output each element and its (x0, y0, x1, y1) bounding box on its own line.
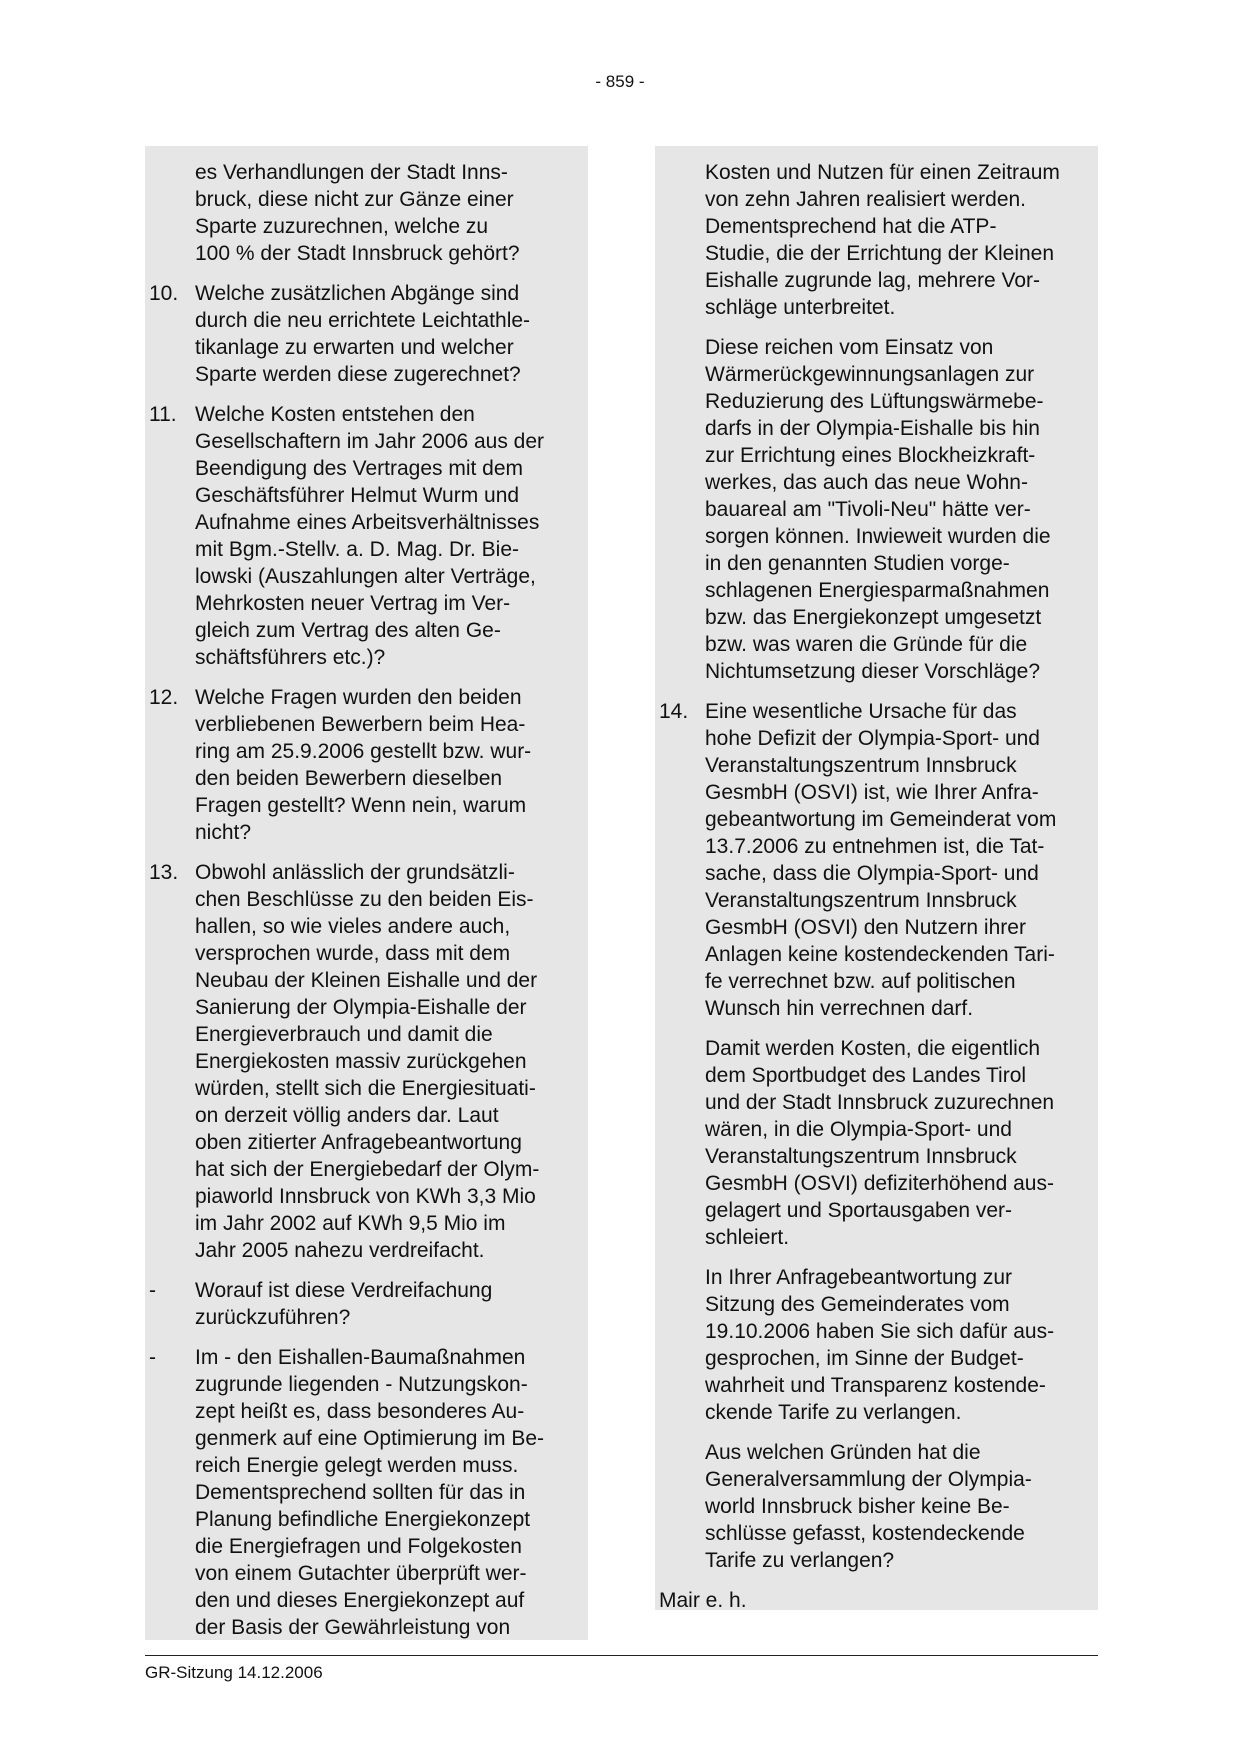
text-line: würden, stellt sich die Energiesituati- (195, 1077, 536, 1100)
text-line: schleiert. (705, 1226, 790, 1249)
text-line: Generalversammlung der Olympia- (705, 1468, 1032, 1491)
text-line: Welche zusätzlichen Abgänge sind (195, 282, 520, 305)
list-number: 10. (149, 282, 179, 305)
text-line: verbliebenen Bewerbern beim Hea- (195, 713, 526, 736)
text-line: von zehn Jahren realisiert werden. (705, 188, 1027, 211)
right-column (655, 146, 1098, 1610)
text-line: Geschäftsführer Helmut Wurm und (195, 484, 520, 507)
text-line: In Ihrer Anfragebeantwortung zur (705, 1266, 1013, 1289)
question-paragraph (655, 1035, 1098, 1251)
dash-bullet: - (149, 1279, 156, 1302)
text-line: Dementsprechend sollten für das in (195, 1481, 526, 1504)
text-line: Dementsprechend hat die ATP- (705, 215, 997, 238)
text-line: Energieverbrauch und damit die (195, 1023, 493, 1046)
footer-divider (145, 1655, 1098, 1656)
question-paragraph (655, 1264, 1098, 1426)
text-line: es Verhandlungen der Stadt Inns- (195, 161, 508, 184)
question-paragraph (655, 334, 1098, 685)
text-line: 19.10.2006 haben Sie sich dafür aus- (705, 1320, 1055, 1343)
text-line: hat sich der Energiebedarf der Olym- (195, 1158, 540, 1181)
text-line: darfs in der Olympia-Eishalle bis hin (705, 417, 1040, 440)
sub-question (145, 1277, 588, 1331)
text-line: reich Energie gelegt werden muss. (195, 1454, 519, 1477)
text-line: Aufnahme eines Arbeitsverhältnisses (195, 511, 540, 534)
question-10 (145, 280, 588, 388)
list-number: 12. (149, 686, 179, 709)
text-line: bauareal am "Tivoli-Neu" hätte ver- (705, 498, 1031, 521)
text-line: den beiden Bewerbern dieselben (195, 767, 503, 790)
question-paragraph (145, 159, 588, 267)
text-line: Wärmerückgewinnungsanlagen zur (705, 363, 1035, 386)
list-number: 14. (659, 700, 689, 723)
text-line: versprochen wurde, dass mit dem (195, 942, 511, 965)
question-14 (655, 698, 1098, 1022)
text-line: Tarife zu verlangen? (705, 1549, 895, 1572)
text-line: Veranstaltungszentrum Innsbruck (705, 1145, 1017, 1168)
text-line: Anlagen keine kostendeckenden Tari- (705, 943, 1055, 966)
text-line: nicht? (195, 821, 252, 844)
question-13 (145, 859, 588, 1264)
text-line: schlagenen Energiesparmaßnahmen (705, 579, 1050, 602)
text-line: mit Bgm.-Stellv. a. D. Mag. Dr. Bie- (195, 538, 520, 561)
text-line: Gesellschaftern im Jahr 2006 aus der (195, 430, 545, 453)
text-line: Damit werden Kosten, die eigentlich (705, 1037, 1041, 1060)
text-line: bruck, diese nicht zur Gänze einer (195, 188, 514, 211)
text-line: wahrheit und Transparenz kostende- (705, 1374, 1046, 1397)
text-line: ckende Tarife zu verlangen. (705, 1401, 962, 1424)
question-paragraph (655, 159, 1098, 321)
text-line: gesprochen, im Sinne der Budget- (705, 1347, 1024, 1370)
text-line: zurückzuführen? (195, 1306, 351, 1329)
text-line: GesmbH (OSVI) defiziterhöhend aus- (705, 1172, 1054, 1195)
text-line: on derzeit völlig anders dar. Laut (195, 1104, 499, 1127)
text-line: Veranstaltungszentrum Innsbruck (705, 754, 1017, 777)
text-line: hallen, so wie vieles andere auch, (195, 915, 511, 938)
text-line: tikanlage zu erwarten und welcher (195, 336, 514, 359)
left-column (145, 146, 588, 1640)
text-line: Nichtumsetzung dieser Vorschläge? (705, 660, 1041, 683)
text-line: sorgen können. Inwieweit wurden die (705, 525, 1051, 548)
text-line: bzw. was waren die Gründe für die (705, 633, 1028, 656)
text-line: Studie, die der Errichtung der Kleinen (705, 242, 1055, 265)
text-line: Wunsch hin verrechnen darf. (705, 997, 974, 1020)
dash-bullet: - (149, 1346, 156, 1369)
text-line: schläge unterbreitet. (705, 296, 896, 319)
text-line: im Jahr 2002 auf KWh 9,5 Mio im (195, 1212, 506, 1235)
text-line: Worauf ist diese Verdreifachung (195, 1279, 493, 1302)
page-number: - 859 - (595, 72, 645, 91)
text-line: zugrunde liegenden - Nutzungskon- (195, 1373, 528, 1396)
text-line: Im - den Eishallen-Baumaßnahmen (195, 1346, 526, 1369)
text-line: piaworld Innsbruck von KWh 3,3 Mio (195, 1185, 536, 1208)
text-line: world Innsbruck bisher keine Be- (705, 1495, 1010, 1518)
text-line: 13.7.2006 zu entnehmen ist, die Tat- (705, 835, 1045, 858)
text-line: Welche Fragen wurden den beiden (195, 686, 522, 709)
text-line: gelagert und Sportausgaben ver- (705, 1199, 1013, 1222)
text-line: GesmbH (OSVI) den Nutzern ihrer (705, 916, 1026, 939)
text-line: die Energiefragen und Folgekosten (195, 1535, 522, 1558)
text-line: ring am 25.9.2006 gestellt bzw. wur- (195, 740, 532, 763)
list-number: 11. (149, 403, 177, 426)
text-line: Welche Kosten entstehen den (195, 403, 475, 426)
text-line: schäftsführers etc.)? (195, 646, 386, 669)
text-line: in den genannten Studien vorge- (705, 552, 1010, 575)
text-line: Planung befindliche Energiekonzept (195, 1508, 531, 1531)
text-line: Obwohl anlässlich der grundsätzli- (195, 861, 515, 884)
sub-question (145, 1344, 588, 1641)
text-line: Eishalle zugrunde lag, mehrere Vor- (705, 269, 1041, 292)
text-line: genmerk auf eine Optimierung im Be- (195, 1427, 544, 1450)
text-line: gleich zum Vertrag des alten Ge- (195, 619, 501, 642)
text-line: dem Sportbudget des Landes Tirol (705, 1064, 1027, 1087)
text-line: von einem Gutachter überprüft wer- (195, 1562, 527, 1585)
question-11 (145, 401, 588, 671)
text-line: sache, dass die Olympia-Sport- und (705, 862, 1039, 885)
text-line: und der Stadt Innsbruck zuzurechnen (705, 1091, 1055, 1114)
footer-session-label: GR-Sitzung 14.12.2006 (145, 1663, 323, 1682)
text-line: Sparte werden diese zugerechnet? (195, 363, 521, 386)
text-line: Reduzierung des Lüftungswärmebe- (705, 390, 1044, 413)
text-line: durch die neu errichtete Leichtathle- (195, 309, 531, 332)
text-line: chen Beschlüsse zu den beiden Eis- (195, 888, 534, 911)
text-line: bzw. das Energiekonzept umgesetzt (705, 606, 1042, 629)
text-line: GesmbH (OSVI) ist, wie Ihrer Anfra- (705, 781, 1039, 804)
question-paragraph (655, 1439, 1098, 1574)
text-line: Jahr 2005 nahezu verdreifacht. (195, 1239, 485, 1262)
text-line: werkes, das auch das neue Wohn- (705, 471, 1028, 494)
text-line: wären, in die Olympia-Sport- und (705, 1118, 1012, 1141)
text-line: Kosten und Nutzen für einen Zeitraum (705, 161, 1060, 184)
text-line: 100 % der Stadt Innsbruck gehört? (195, 242, 520, 265)
text-line: lowski (Auszahlungen alter Verträge, (195, 565, 536, 588)
text-line: Aus welchen Gründen hat die (705, 1441, 981, 1464)
text-line: Sitzung des Gemeinderates vom (705, 1293, 1010, 1316)
text-line: Neubau der Kleinen Eishalle und der (195, 969, 538, 992)
text-line: Beendigung des Vertrages mit dem (195, 457, 524, 480)
text-line: gebeantwortung im Gemeinderat vom (705, 808, 1057, 831)
text-line: zur Errichtung eines Blockheizkraft- (705, 444, 1036, 467)
text-line: Fragen gestellt? Wenn nein, warum (195, 794, 527, 817)
text-line: Veranstaltungszentrum Innsbruck (705, 889, 1017, 912)
text-line: schlüsse gefasst, kostendeckende (705, 1522, 1025, 1545)
signature: Mair e. h. (659, 1589, 747, 1612)
text-line: fe verrechnet bzw. auf politischen (705, 970, 1016, 993)
list-number: 13. (149, 861, 179, 884)
text-line: Sparte zuzurechnen, welche zu (195, 215, 489, 238)
text-line: der Basis der Gewährleistung von (195, 1616, 511, 1639)
text-line: Diese reichen vom Einsatz von (705, 336, 994, 359)
text-line: den und dieses Energiekonzept auf (195, 1589, 525, 1612)
text-line: oben zitierter Anfragebeantwortung (195, 1131, 522, 1154)
question-12 (145, 684, 588, 846)
text-line: Eine wesentliche Ursache für das (705, 700, 1017, 723)
text-line: Energiekosten massiv zurückgehen (195, 1050, 527, 1073)
text-line: hohe Defizit der Olympia-Sport- und (705, 727, 1040, 750)
text-line: Sanierung der Olympia-Eishalle der (195, 996, 527, 1019)
text-line: Mehrkosten neuer Vertrag im Ver- (195, 592, 511, 615)
text-line: zept heißt es, dass besonderes Au- (195, 1400, 525, 1423)
